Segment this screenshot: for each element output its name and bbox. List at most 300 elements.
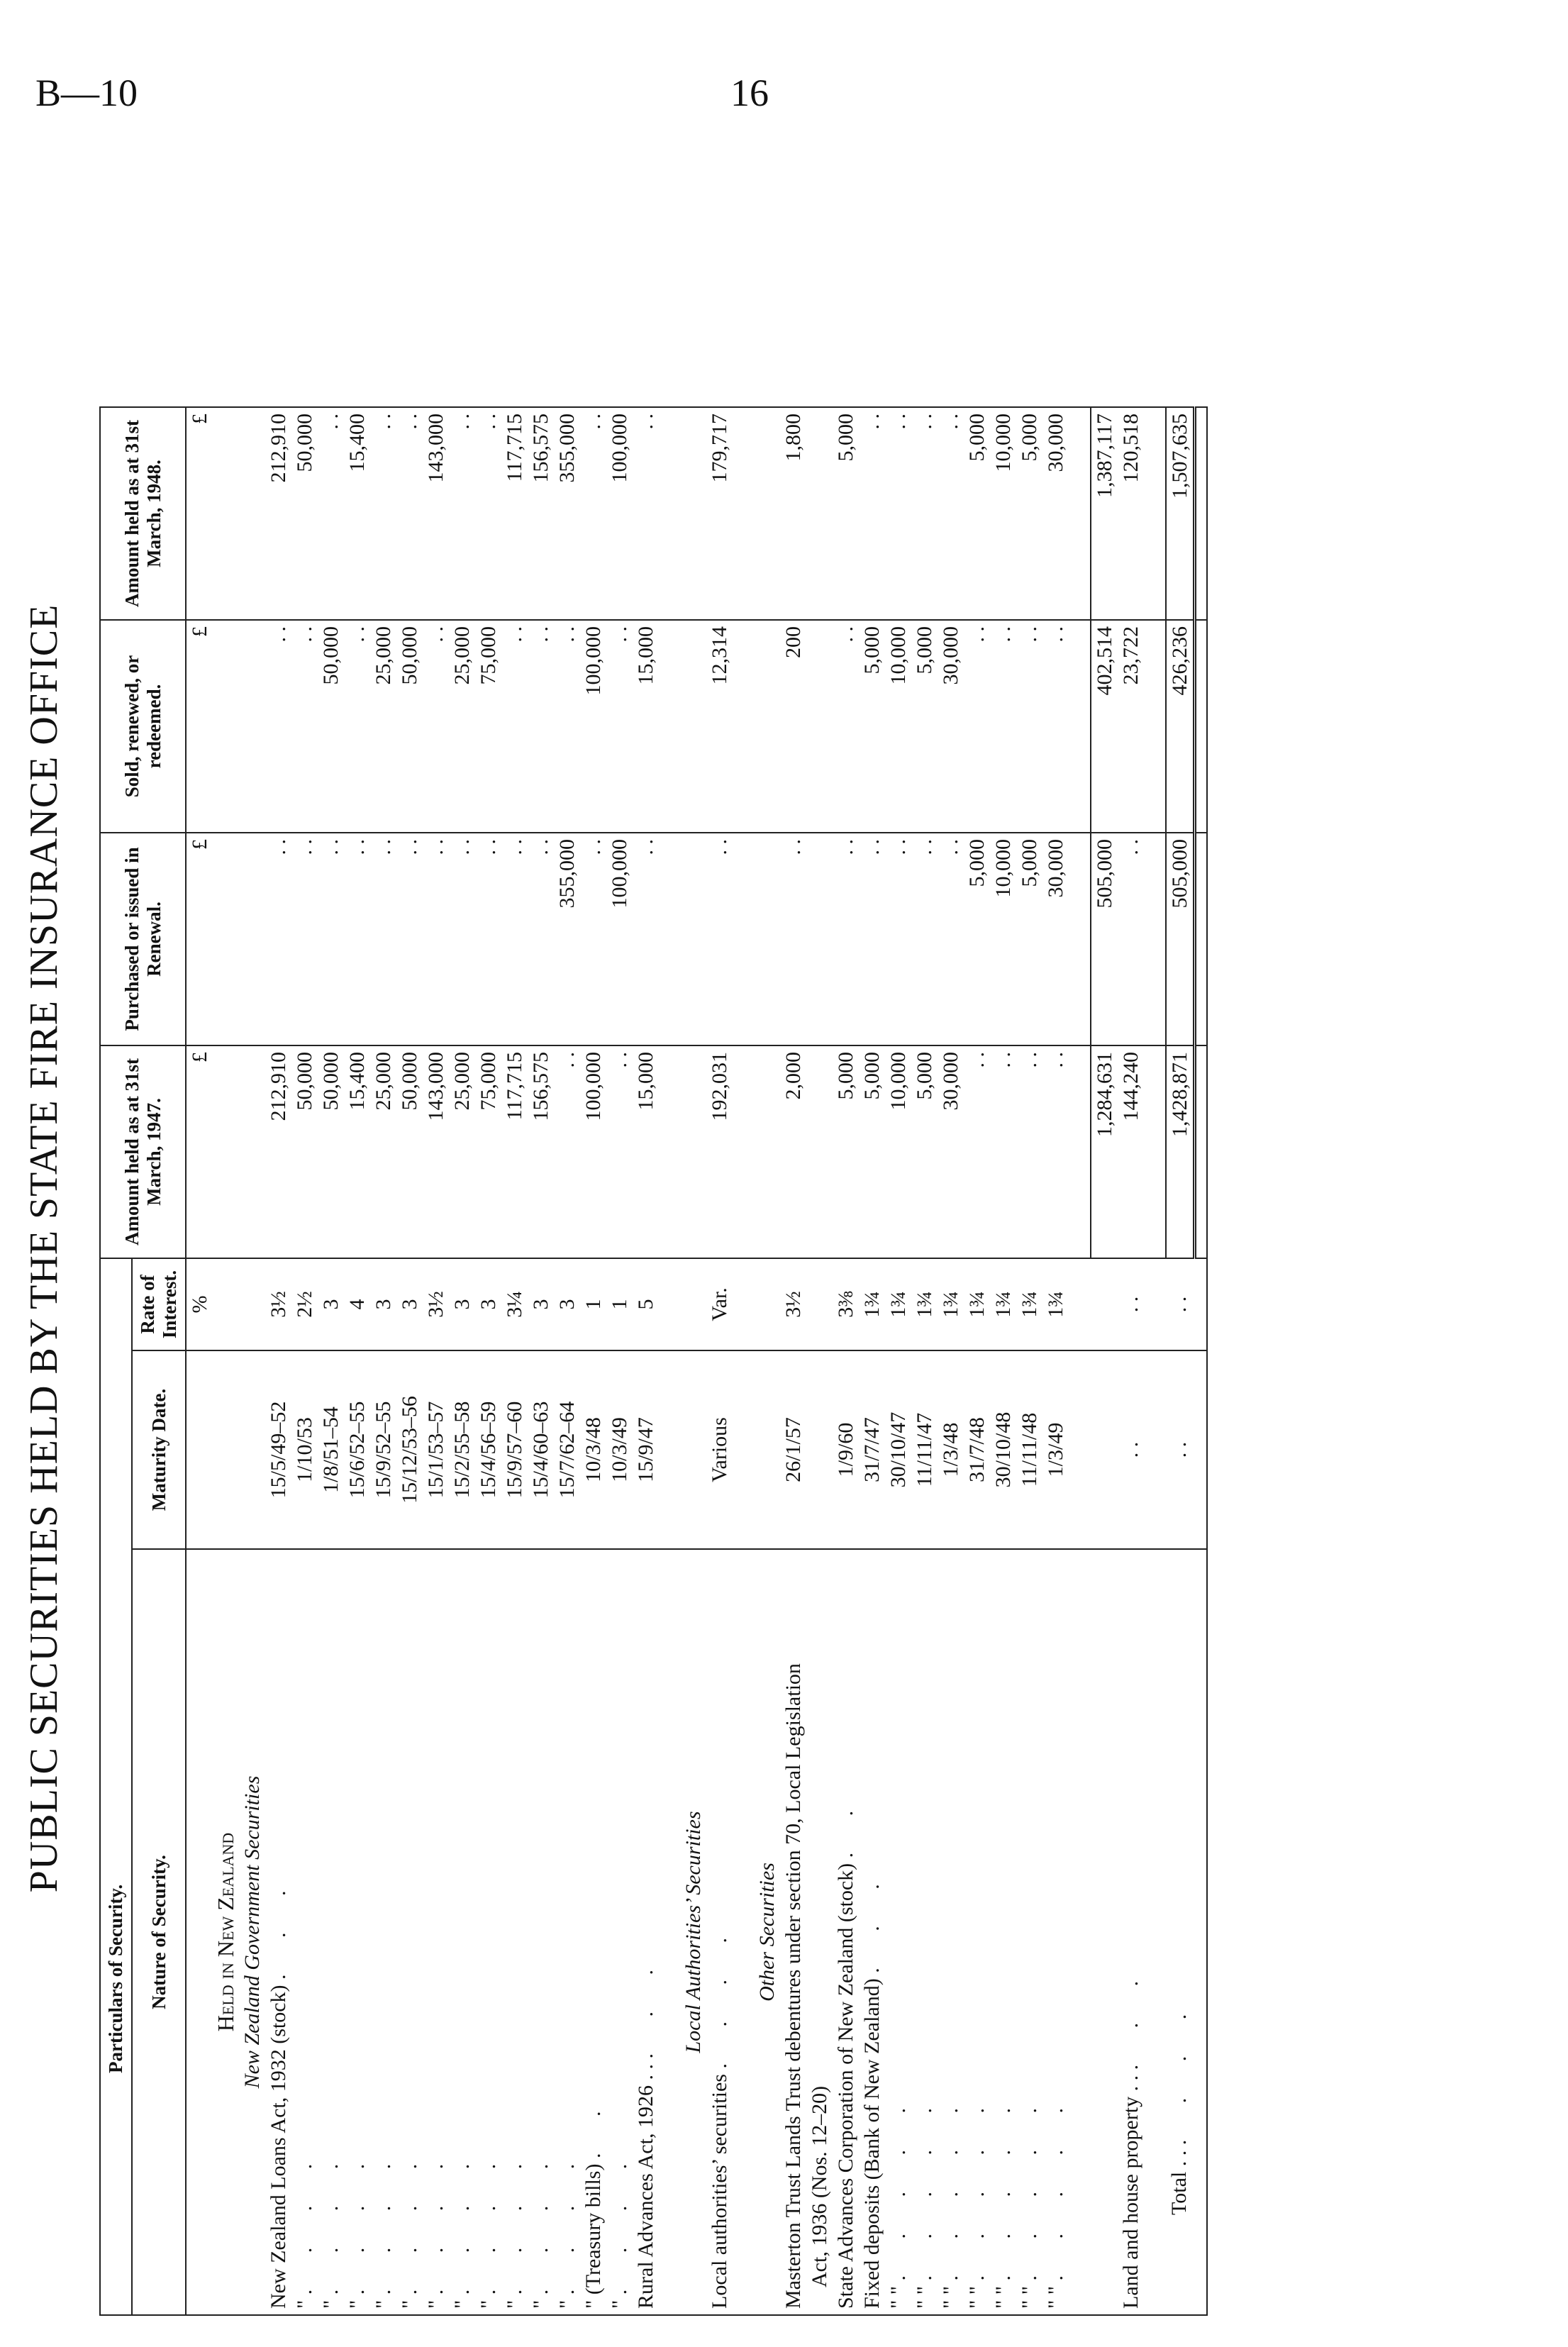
maturity-cell: 31/7/48 [964,1350,990,1549]
table-row [633,180,659,2315]
sold-cell: . . [265,620,291,833]
nature-cell [1118,1549,1144,2315]
held-1948-cell: 179,717 [706,407,733,620]
purchased-cell: . . [938,833,964,1045]
leader-dots: . . [582,2095,605,2159]
purchased-cell: 505,000 [1166,833,1195,1045]
leader-dots: . . . . [503,2148,526,2295]
unit-pound-1947: £ [186,1045,213,1258]
header-held-1947: Amount held as at 31st March, 1947. [100,1045,186,1258]
rate-cell: 1¾ [911,1258,938,1350]
held-1947-cell: . . [606,1045,633,1258]
table-row-local [706,180,733,2315]
subtotal-sold: 402,514 [1091,620,1118,833]
nature-cell [501,1549,528,2315]
maturity-cell: 11/11/48 [1016,1350,1042,1549]
nature-text: " [608,2299,631,2309]
table-row [964,180,990,2315]
sold-cell: 50,000 [396,620,423,833]
sold-cell: 200 [780,620,833,833]
nature-cell [318,1549,344,2315]
sold-cell: 5,000 [859,620,885,833]
section-nz-government-text: New Zealand Government Securities [239,1549,265,2315]
sold-cell: . . [990,620,1016,833]
purchased-cell: . . [423,833,449,1045]
held-1948-cell: . . [911,407,938,620]
held-1947-cell: . . [964,1045,990,1258]
held-1948-cell: 30,000 [1042,407,1069,620]
section-other-text: Other Securities [754,1549,780,2315]
held-1947-cell: 144,240 [1118,1045,1144,1258]
held-1947-cell: . . [1042,1045,1069,1258]
rate-cell: 3 [370,1258,396,1350]
table-row [318,180,344,2315]
rate-cell: 2½ [291,1258,318,1350]
nature-text: New Zealand Loans Act, 1932 (stock) [267,1985,290,2309]
held-1947-cell: 25,000 [370,1045,396,1258]
leader-dots: . . . . [424,2148,447,2295]
maturity-cell: . . [1118,1350,1144,1549]
table-row [449,180,475,2315]
purchased-cell: . . [318,833,344,1045]
held-1947-cell: 30,000 [938,1045,964,1258]
page-ref: B—10 [35,72,138,114]
leader-dots: . . . . [372,2148,395,2295]
table-row [1042,180,1069,2315]
held-1948-cell: . . [370,407,396,620]
nature-cell [475,1549,501,2315]
maturity-cell: 15/7/62–64 [554,1350,580,1549]
nature-text: " [424,2299,447,2309]
leader-dots: . . . . . [991,2092,1015,2281]
held-1947-cell: 50,000 [318,1045,344,1258]
purchased-cell: 5,000 [964,833,990,1045]
maturity-cell: 10/3/49 [606,1350,633,1549]
purchased-cell: 10,000 [990,833,1016,1045]
leader-dots: . . . . . [939,2092,962,2281]
held-1947-cell: 75,000 [475,1045,501,1258]
sold-cell: 5,000 [911,620,938,833]
rate-cell: Var. [706,1258,733,1350]
sold-cell: . . [344,620,370,833]
sold-cell: . . [501,620,528,833]
rate-cell: 1 [580,1258,606,1350]
nature-text: " [293,2299,316,2309]
sold-cell: . . [1042,620,1069,833]
sold-cell: 50,000 [318,620,344,833]
held-1948-cell: 5,000 [833,407,859,620]
nature-text: Local authorities’ securities [708,2074,731,2309]
leader-dots: . . . . [1167,1998,1191,2146]
sold-cell: 30,000 [938,620,964,833]
leader-dots: . . . . . [1044,2092,1067,2281]
section-held-nz-text: Held in New Zealand [213,1549,239,2315]
nature-text: " [345,2299,369,2309]
nature-cell [554,1549,580,2315]
sold-cell: . . [554,620,580,833]
purchased-cell: . . [291,833,318,1045]
table-row [606,180,633,2315]
held-1948-cell: 10,000 [990,407,1016,620]
purchased-cell: . . [859,833,885,1045]
purchased-cell: . . [370,833,396,1045]
nature-text: " [529,2299,552,2309]
rate-cell: 1¾ [1042,1258,1069,1350]
rate-cell: 3 [475,1258,501,1350]
held-1947-cell: 143,000 [423,1045,449,1258]
held-1948-cell: . . [318,407,344,620]
subtotal-held-1948: 1,387,117 [1091,407,1118,620]
nature-cell [606,1549,633,2315]
table-row [528,180,554,2315]
held-1947-cell: . . [554,1045,580,1258]
rotated-table-page [21,181,1496,2316]
nature-cell [911,1549,938,2315]
nature-cell [344,1549,370,2315]
held-1947-cell: 2,000 [780,1045,833,1258]
nature-text: State Advances Corporation of New Zealand (stock) [834,1863,857,2309]
nature-cell [449,1549,475,2315]
purchased-cell: . . [1118,833,1144,1045]
maturity-cell: 15/4/56–59 [475,1350,501,1549]
maturity-cell: 15/9/57–60 [501,1350,528,1549]
table-row [990,180,1016,2315]
table-row [344,180,370,2315]
section-nz-government [239,180,265,2315]
leader-dots: . . [834,1794,857,1858]
nature-text: Fixed deposits (Bank of New Zealand) [860,1978,884,2309]
rate-cell: 3 [449,1258,475,1350]
held-1947-cell: 1,428,871 [1166,1045,1195,1258]
nature-text: " " [913,2286,936,2309]
purchased-cell: 355,000 [554,833,580,1045]
held-1947-cell: 5,000 [833,1045,859,1258]
held-1948-cell: . . [633,407,659,620]
sold-cell: . . [291,620,318,833]
rate-cell: . . [1166,1258,1195,1350]
rate-cell: 3½ [423,1258,449,1350]
rate-cell: 3 [318,1258,344,1350]
leader-dots: . . . . . [913,2092,936,2281]
nature-cell [964,1549,990,2315]
table-row-masterton [780,180,833,2315]
maturity-cell: 15/9/47 [633,1350,659,1549]
nature-cell [1042,1549,1069,2315]
leader-dots: . . . . . [965,2092,989,2281]
held-1947-cell: 192,031 [706,1045,733,1258]
rate-cell: 1¾ [990,1258,1016,1350]
purchased-cell: . . [396,833,423,1045]
held-1948-cell: 5,000 [964,407,990,620]
nature-text: Land and house property . . [1119,2075,1142,2309]
page-number: 16 [730,72,769,114]
table-row [475,180,501,2315]
nature-cell [990,1549,1016,2315]
nature-text: " [372,2299,395,2309]
table-row [859,180,885,2315]
header-held-1948: Amount held as at 31st March, 1948. [100,407,186,620]
maturity-cell: 1/8/51–54 [318,1350,344,1549]
header-nature: Nature of Security. [132,1549,186,2315]
sold-cell: 426,236 [1166,620,1195,833]
rate-cell: 1¾ [859,1258,885,1350]
leader-dots: . . . . [708,1922,731,2069]
sold-cell: . . [964,620,990,833]
held-1948-cell: 120,518 [1118,407,1144,620]
sold-cell: . . [528,620,554,833]
table-row [580,180,606,2315]
rate-cell: 1¾ [964,1258,990,1350]
nature-text: " " [1018,2286,1041,2309]
subtotal-held-1947: 1,284,631 [1091,1045,1118,1258]
leader-dots: . . . . [529,2148,552,2295]
held-1947-cell: 50,000 [396,1045,423,1258]
table-row [911,180,938,2315]
table-row [291,180,318,2315]
held-1947-cell: 10,000 [885,1045,911,1258]
securities-table [99,180,1208,2316]
table-row [938,180,964,2315]
nature-cell [1016,1549,1042,2315]
held-1947-cell: . . [990,1045,1016,1258]
table-row-land [1118,180,1144,2315]
purchased-cell: . . [911,833,938,1045]
sold-cell: 25,000 [449,620,475,833]
rate-cell: 1 [606,1258,633,1350]
table-row [554,180,580,2315]
held-1948-cell: 50,000 [291,407,318,620]
held-1948-cell: . . [938,407,964,620]
purchased-cell: . . [833,833,859,1045]
purchased-cell: . . [580,833,606,1045]
rate-cell: 3 [396,1258,423,1350]
held-1948-cell: . . [580,407,606,620]
header-purchased: Purchased or issued in Renewal. [100,833,186,1045]
leader-dots: . . . . [345,2148,369,2295]
held-1948-cell: 1,507,635 [1166,407,1195,620]
held-1948-cell: 355,000 [554,407,580,620]
nature-cell [780,1549,833,2315]
held-1948-cell: 143,000 [423,407,449,620]
nature-cell [706,1549,733,2315]
subtotal-row [1091,180,1118,2315]
nature-cell [265,1549,291,2315]
maturity-cell: 26/1/57 [780,1350,833,1549]
leader-dots: . . . . [398,2148,421,2295]
rate-cell: 3⅜ [833,1258,859,1350]
held-1947-cell: 5,000 [859,1045,885,1258]
header-rate: Rate of Interest. [132,1258,186,1350]
nature-text: " [398,2299,421,2309]
held-1948-cell: . . [475,407,501,620]
nature-line-2: Act, 1936 (Nos. 12–20) [808,2085,831,2287]
held-1948-cell: 117,715 [501,407,528,620]
nature-cell [859,1549,885,2315]
nature-text: " " [939,2286,962,2309]
maturity-cell: 15/5/49–52 [265,1350,291,1549]
table-title: PUBLIC SECURITIES HELD BY THE STATE FIRE INSURANCE OFFICE [22,604,66,1893]
nature-cell [291,1549,318,2315]
purchased-cell: 5,000 [1016,833,1042,1045]
maturity-cell: Various [706,1350,733,1549]
rate-cell: 3¼ [501,1258,528,1350]
nature-cell [528,1549,554,2315]
table-row [423,180,449,2315]
purchased-cell: . . [633,833,659,1045]
maturity-cell: 1/9/60 [833,1350,859,1549]
total-row [1166,180,1195,2315]
rate-cell: 4 [344,1258,370,1350]
held-1947-cell: . . [1016,1045,1042,1258]
held-1947-cell: 15,400 [344,1045,370,1258]
sold-cell: 15,000 [633,620,659,833]
unit-percent: % [186,1258,213,1350]
leader-dots: . . . . . [1018,2092,1041,2281]
nature-text: Rural Advances Act, 1926 . . [634,2064,657,2309]
maturity-cell: 31/7/47 [859,1350,885,1549]
leader-dots: . . . . [608,2148,631,2295]
table-body [186,180,1207,2315]
rate-cell: 5 [633,1258,659,1350]
leader-dots: . . . [860,1868,884,1973]
header-maturity: Maturity Date. [132,1350,186,1549]
leader-dots: . . . . [450,2148,474,2295]
section-held-nz [213,180,239,2315]
unit-pound-1948: £ [186,407,213,620]
leader-dots: . . . . [293,2148,316,2295]
sold-cell: 10,000 [885,620,911,833]
purchased-cell: . . [449,833,475,1045]
nature-cell [423,1549,449,2315]
table-row [1016,180,1042,2315]
nature-cell [580,1549,606,2315]
held-1947-cell: 25,000 [449,1045,475,1258]
nature-cell [1166,1549,1195,2315]
leader-dots: . . . . [319,2148,343,2295]
held-1948-cell: . . [449,407,475,620]
held-1947-cell: 156,575 [528,1045,554,1258]
purchased-cell: . . [265,833,291,1045]
maturity-cell: . . [1166,1350,1195,1549]
held-1948-cell: 100,000 [606,407,633,620]
unit-pound-purchased: £ [186,833,213,1045]
sold-cell: 23,722 [1118,620,1144,833]
nature-cell [885,1549,911,2315]
held-1948-cell: 1,800 [780,407,833,620]
rate-cell: 3 [554,1258,580,1350]
leader-dots: . . . . . [886,2092,910,2281]
purchased-cell: . . [706,833,733,1045]
purchased-cell: . . [501,833,528,1045]
section-local-authorities [680,180,706,2315]
nature-cell [833,1549,859,2315]
maturity-cell: 15/2/55–58 [449,1350,475,1549]
held-1948-cell: 156,575 [528,407,554,620]
held-1947-cell: 50,000 [291,1045,318,1258]
sold-cell: 100,000 [580,620,606,833]
nature-text: " [555,2299,579,2309]
held-1948-cell: . . [885,407,911,620]
maturity-cell: 30/10/47 [885,1350,911,1549]
rate-cell: 3½ [780,1258,833,1350]
maturity-cell: 15/9/52–55 [370,1350,396,1549]
sold-cell: . . [606,620,633,833]
rate-cell: 1¾ [1016,1258,1042,1350]
table-row [396,180,423,2315]
maturity-cell: 15/4/60–63 [528,1350,554,1549]
table-row [501,180,528,2315]
nature-cell [396,1549,423,2315]
sold-cell: 25,000 [370,620,396,833]
rate-cell: 3 [528,1258,554,1350]
nature-text: " " [991,2286,1015,2309]
held-1948-cell: 15,400 [344,407,370,620]
maturity-cell: 15/6/52–55 [344,1350,370,1549]
sold-cell: 12,314 [706,620,733,833]
nature-cell [633,1549,659,2315]
held-1948-cell: . . [396,407,423,620]
nature-text: " [319,2299,343,2309]
nature-text: " " [886,2286,910,2309]
held-1947-cell: 117,715 [501,1045,528,1258]
leader-dots: . . . [1119,1965,1142,2070]
nature-text: " " [965,2286,989,2309]
leader-dots: . . . [634,1954,657,2059]
purchased-cell: . . [780,833,833,1045]
sold-cell: 75,000 [475,620,501,833]
maturity-cell: 1/3/49 [1042,1350,1069,1549]
subtotal-purchased: 505,000 [1091,833,1118,1045]
table-row [833,180,859,2315]
held-1948-cell: 212,910 [265,407,291,620]
rate-cell: 1¾ [885,1258,911,1350]
maturity-cell: 1/3/48 [938,1350,964,1549]
maturity-cell: 30/10/48 [990,1350,1016,1549]
purchased-cell: . . [528,833,554,1045]
nature-text: " [503,2299,526,2309]
header-particulars: Particulars of Security. [100,1258,132,2315]
leader-dots: . . . . [555,2148,579,2295]
nature-text: " [450,2299,474,2309]
purchased-cell: 100,000 [606,833,633,1045]
held-1948-cell: 5,000 [1016,407,1042,620]
nature-text: " (Treasury bills) [582,2163,605,2309]
purchased-cell: . . [344,833,370,1045]
rate-cell: 1¾ [938,1258,964,1350]
nature-line-1: Masterton Trust Lands Trust debentures under section 70, Local Legislation [782,1663,805,2309]
nature-text: " " [1044,2286,1067,2309]
table-row [265,180,291,2315]
maturity-cell: 15/12/53–56 [396,1350,423,1549]
held-1948-cell: . . [859,407,885,620]
sold-cell: . . [833,620,859,833]
purchased-cell: 30,000 [1042,833,1069,1045]
held-1947-cell: 15,000 [633,1045,659,1258]
table-row [885,180,911,2315]
rate-cell: 3½ [265,1258,291,1350]
sold-cell: . . [423,620,449,833]
maturity-cell: 10/3/48 [580,1350,606,1549]
rate-cell: . . [1118,1258,1144,1350]
maturity-cell: 1/10/53 [291,1350,318,1549]
held-1947-cell: 5,000 [911,1045,938,1258]
held-1947-cell: 212,910 [265,1045,291,1258]
maturity-cell: 15/1/53–57 [423,1350,449,1549]
nature-cell [938,1549,964,2315]
table-row [370,180,396,2315]
section-local-authorities-text: Local Authorities’ Securities [680,1549,706,2315]
purchased-cell: . . [475,833,501,1045]
